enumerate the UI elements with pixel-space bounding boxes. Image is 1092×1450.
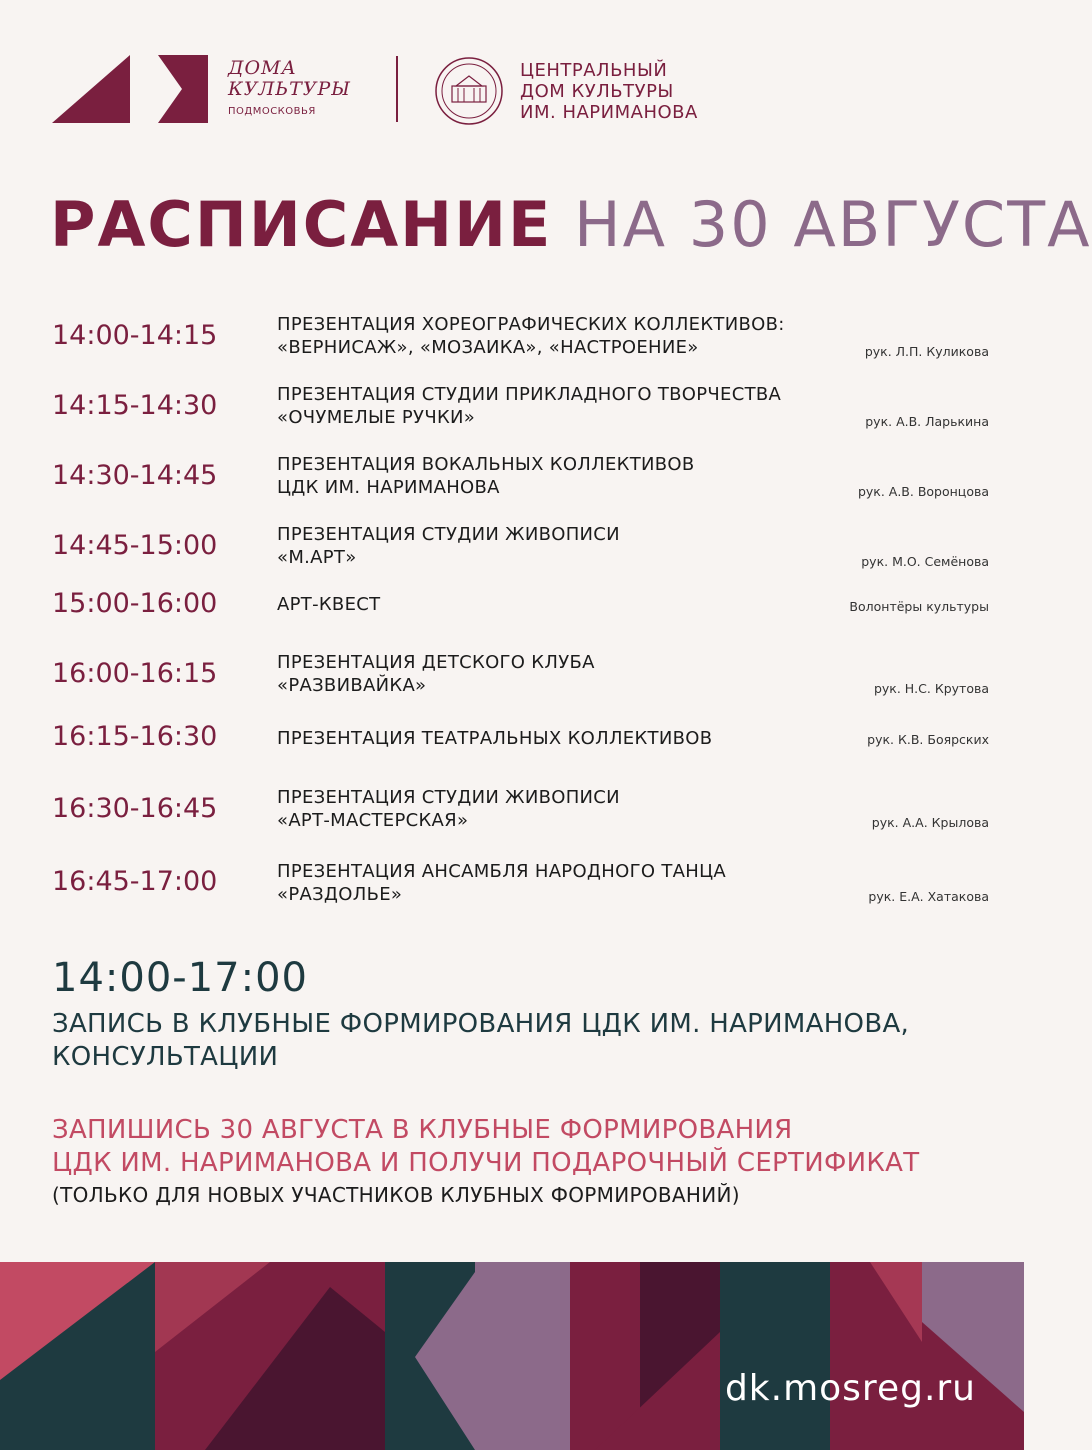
schedule-event	[277, 383, 781, 429]
event-line1: ПРЕЗЕНТАЦИЯ ВОКАЛЬНЫХ КОЛЛЕКТИВОВ	[277, 454, 695, 475]
schedule-time: 16:00-16:15	[52, 658, 218, 689]
schedule-event	[277, 523, 620, 569]
promo-text	[52, 1114, 919, 1180]
schedule-time: 14:00-14:15	[52, 320, 218, 351]
schedule-time: 14:15-14:30	[52, 390, 218, 421]
dk-logo-mark	[52, 55, 212, 125]
schedule-event	[277, 593, 380, 616]
footer-pattern	[0, 1262, 1024, 1450]
cdk-line3: ИМ. НАРИМАНОВА	[520, 102, 698, 123]
header-divider	[396, 56, 398, 122]
promo-line2: ЦДК ИМ. НАРИМАНОВА И ПОЛУЧИ ПОДАРОЧНЫЙ СЕРТИФИКАТ	[52, 1148, 920, 1178]
event-line2: «ОЧУМЕЛЫЕ РУЧКИ»	[277, 407, 476, 428]
title-part1: РАСПИСАНИЕ	[50, 188, 553, 261]
schedule-lead: рук. Е.А. Хатакова	[868, 889, 989, 904]
page-title	[50, 188, 1092, 261]
promo-line1: ЗАПИШИСЬ 30 АВГУСТА В КЛУБНЫЕ ФОРМИРОВАНИЯ	[52, 1115, 793, 1145]
event-line2: «М.АРТ»	[277, 547, 357, 568]
schedule-lead: рук. Н.С. Крутова	[873, 681, 989, 696]
event-line1: ПРЕЗЕНТАЦИЯ АНСАМБЛЯ НАРОДНОГО ТАНЦА	[277, 861, 726, 882]
schedule-lead: рук. А.А. Крылова	[871, 815, 989, 830]
schedule-time: 15:00-16:00	[52, 588, 218, 619]
event-line1: ПРЕЗЕНТАЦИЯ СТУДИИ ПРИКЛАДНОГО ТВОРЧЕСТВА	[277, 384, 782, 405]
title-part2: НА 30 АВГУСТА	[574, 188, 1092, 261]
schedule-event	[277, 313, 785, 359]
event-line1: ПРЕЗЕНТАЦИЯ СТУДИИ ЖИВОПИСИ	[277, 524, 620, 545]
event-line2: «РАЗДОЛЬЕ»	[277, 884, 403, 905]
event-line1: ПРЕЗЕНТАЦИЯ ДЕТСКОГО КЛУБА	[277, 652, 595, 673]
brand-sub: ПОДМОСКОВЬЯ	[228, 106, 316, 117]
schedule-lead: рук. К.В. Боярских	[867, 732, 989, 747]
cdk-name	[520, 60, 698, 123]
schedule-event	[277, 860, 726, 906]
brand-name	[228, 58, 351, 117]
schedule-time: 16:15-16:30	[52, 721, 218, 752]
brand-line1: ДОМА	[228, 57, 297, 79]
brand-line2: КУЛЬТУРЫ	[228, 78, 351, 100]
consult-line1: ЗАПИСЬ В КЛУБНЫЕ ФОРМИРОВАНИЯ ЦДК ИМ. НАРИМАНОВА,	[52, 1009, 910, 1039]
cdk-line1: ЦЕНТРАЛЬНЫЙ	[520, 60, 668, 81]
event-line2: «РАЗВИВАЙКА»	[277, 675, 427, 696]
schedule-event	[277, 651, 595, 697]
event-line2: «ВЕРНИСАЖ», «МОЗАИКА», «НАСТРОЕНИЕ»	[277, 337, 699, 358]
schedule-time: 14:45-15:00	[52, 530, 218, 561]
schedule-lead: Волонтёры культуры	[849, 599, 989, 614]
schedule-lead: рук. Л.П. Куликова	[864, 344, 989, 359]
schedule-lead: рук. М.О. Семёнова	[861, 554, 989, 569]
event-line1: АРТ-КВЕСТ	[277, 594, 381, 615]
consult-time: 14:00-17:00	[52, 955, 308, 1001]
event-line1: ПРЕЗЕНТАЦИЯ ТЕАТРАЛЬНЫХ КОЛЛЕКТИВОВ	[277, 728, 713, 749]
schedule-lead: рук. А.В. Ларькина	[865, 414, 989, 429]
schedule-event	[277, 453, 695, 499]
schedule-lead: рук. А.В. Воронцова	[857, 484, 989, 499]
site-url[interactable]: dk.mosreg.ru	[724, 1368, 976, 1409]
schedule-time: 16:30-16:45	[52, 793, 218, 824]
event-line2: «АРТ-МАСТЕРСКАЯ»	[277, 810, 469, 831]
schedule-time: 14:30-14:45	[52, 460, 218, 491]
consult-text	[52, 1008, 909, 1074]
consult-line2: КОНСУЛЬТАЦИИ	[52, 1042, 279, 1072]
schedule-time: 16:45-17:00	[52, 866, 218, 897]
cdk-seal-icon	[434, 56, 504, 126]
event-line2: ЦДК ИМ. НАРИМАНОВА	[277, 477, 500, 498]
event-line1: ПРЕЗЕНТАЦИЯ СТУДИИ ЖИВОПИСИ	[277, 787, 620, 808]
cdk-line2: ДОМ КУЛЬТУРЫ	[520, 81, 674, 102]
promo-note: (ТОЛЬКО ДЛЯ НОВЫХ УЧАСТНИКОВ КЛУБНЫХ ФОРМИРОВАНИЙ)	[52, 1183, 740, 1207]
schedule-event	[277, 786, 620, 832]
event-line1: ПРЕЗЕНТАЦИЯ ХОРЕОГРАФИЧЕСКИХ КОЛЛЕКТИВОВ:	[277, 314, 785, 335]
schedule-event	[277, 727, 712, 750]
